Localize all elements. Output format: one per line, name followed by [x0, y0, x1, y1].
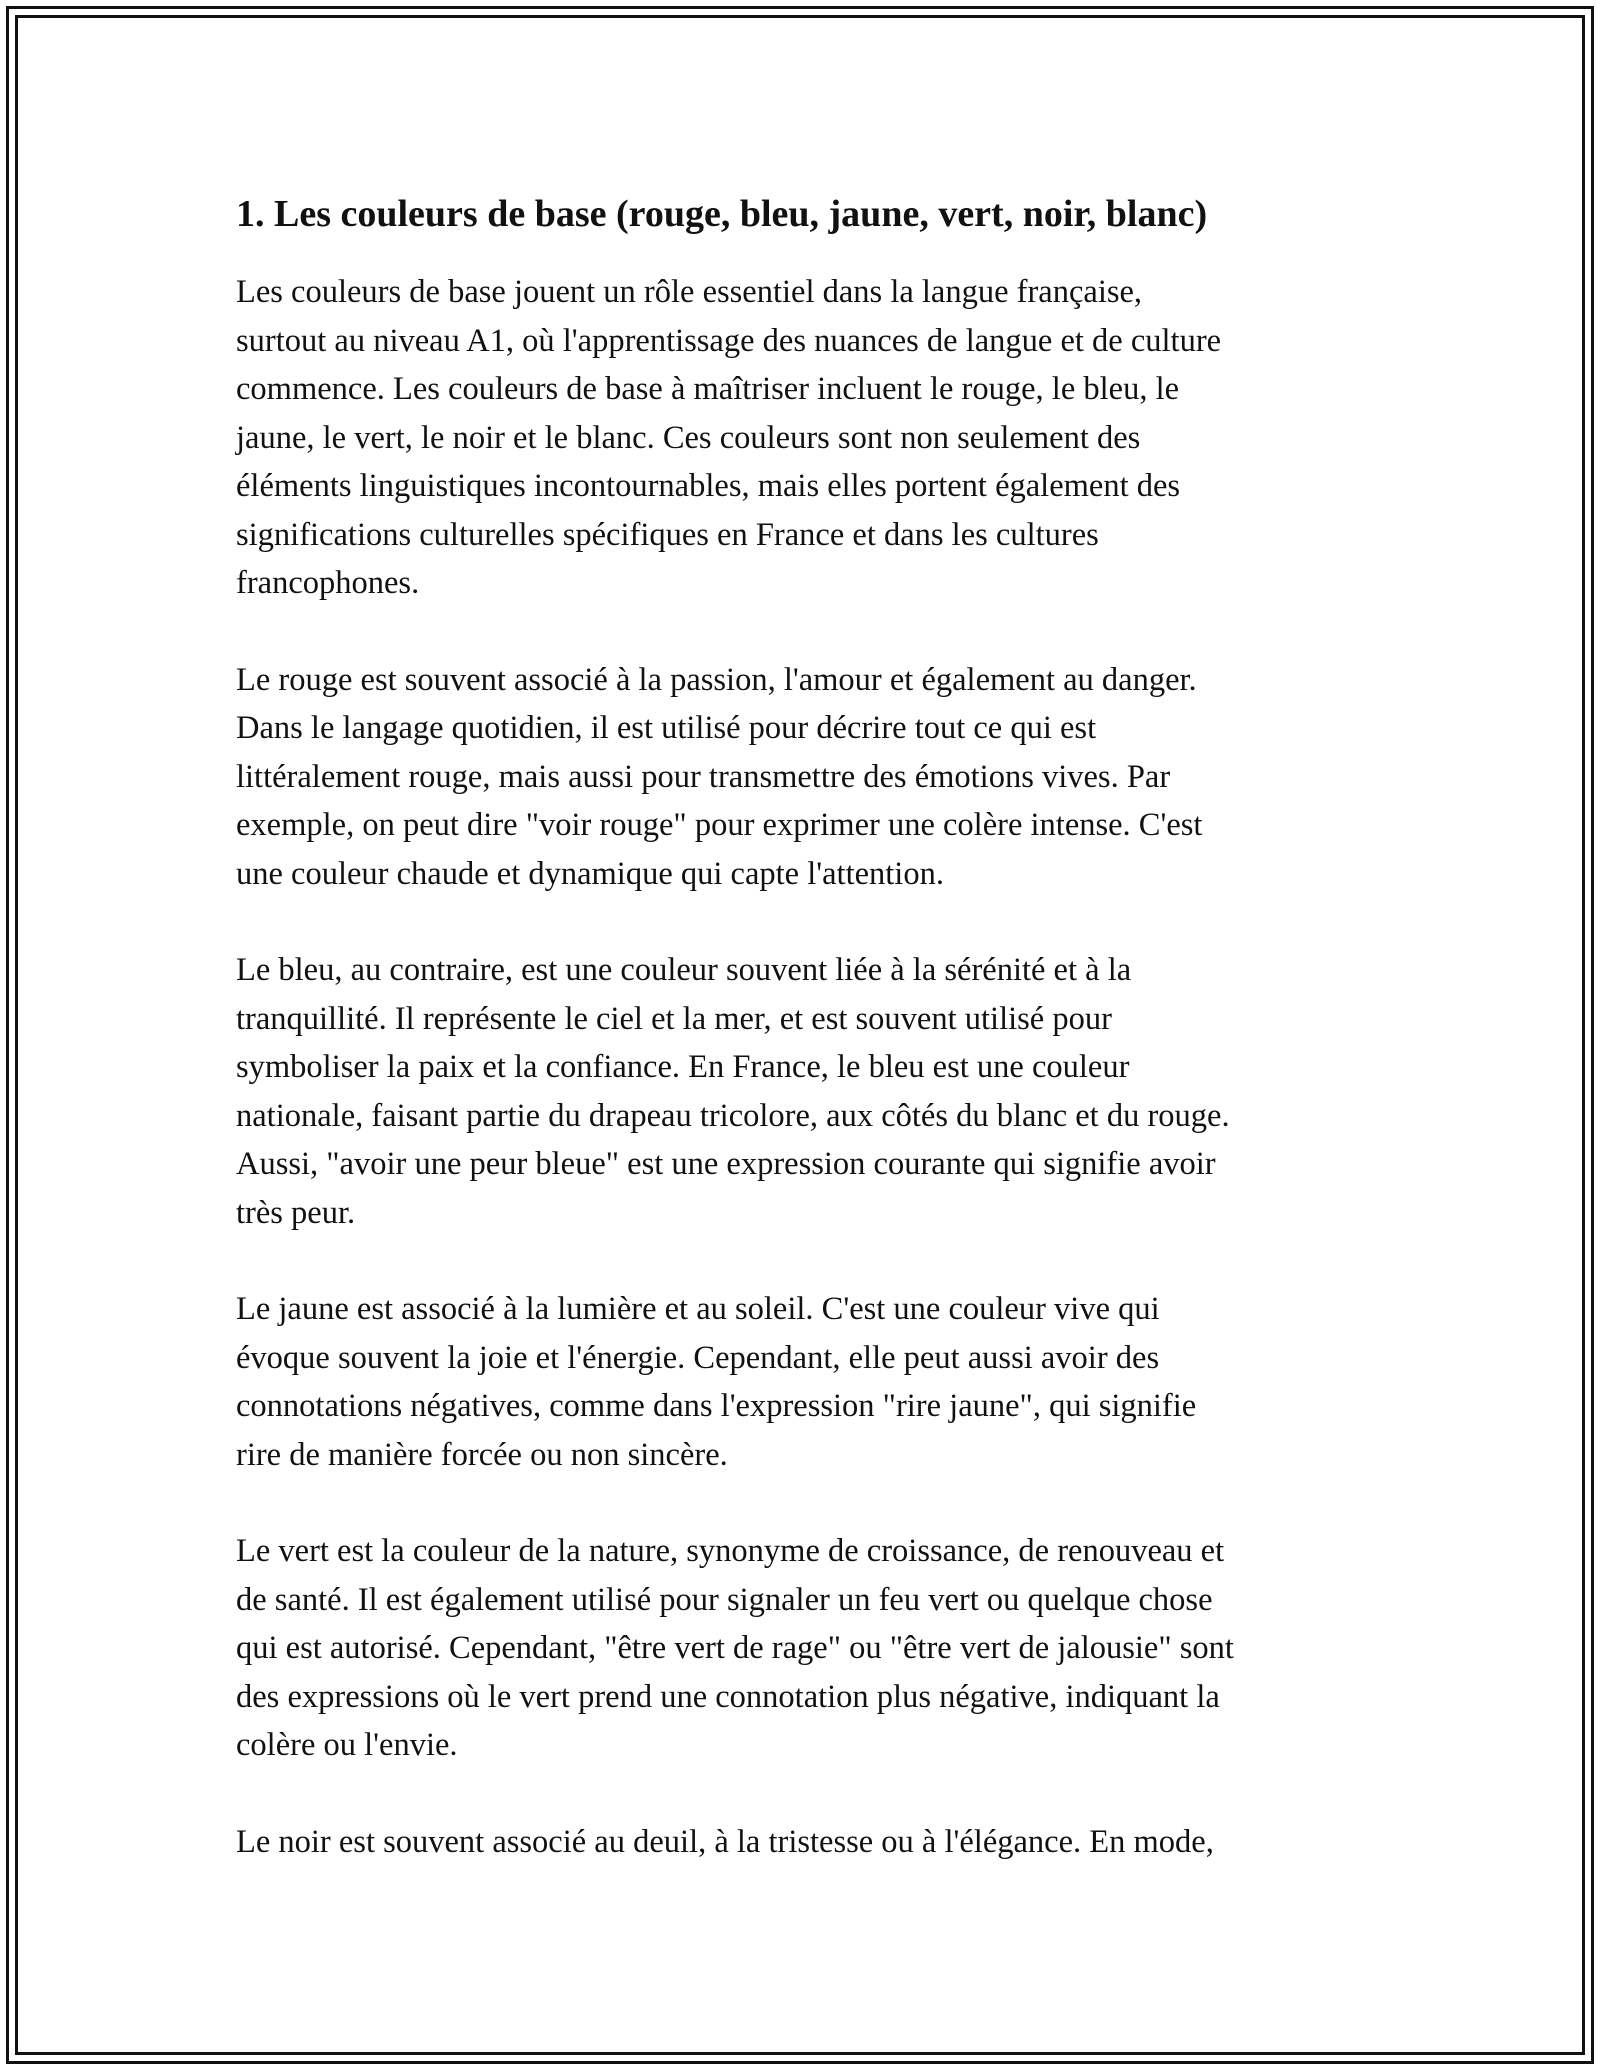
paragraph-jaune [236, 1285, 1376, 1479]
text-line: Le noir est souvent associé au deuil, à la tristesse ou à l'élégance. En mode, [236, 1823, 1214, 1860]
paragraph-bleu [236, 946, 1376, 1237]
text-line: très peur. [236, 1194, 356, 1231]
text-line: littéralement rouge, mais aussi pour transmettre des émotions vives. Par [236, 758, 1171, 795]
text-line: francophones. [236, 565, 420, 601]
paragraph-intro [236, 268, 1376, 608]
text-line: Le vert est la couleur de la nature, synonyme de croissance, de renouveau et [236, 1533, 1225, 1569]
text-line: Dans le langage quotidien, il est utilisé pour décrire tout ce qui est [236, 710, 1097, 746]
text-line: tranquillité. Il représente le ciel et la mer, et est souvent utilisé pour [236, 1000, 1112, 1037]
text-line: Aussi, "avoir une peur bleue" est une expression courante qui signifie avoir [236, 1146, 1216, 1182]
text-line: une couleur chaude et dynamique qui capte l'attention. [236, 855, 944, 892]
paragraph-vert [236, 1527, 1376, 1770]
section-heading: 1. Les couleurs de base (rouge, bleu, jaune, vert, noir, blanc) [236, 193, 1208, 235]
text-line: symboliser la paix et la confiance. En France, le bleu est une couleur [236, 1049, 1130, 1085]
text-line: des expressions où le vert prend une connotation plus négative, indiquant la [236, 1678, 1220, 1715]
text-line: nationale, faisant partie du drapeau tricolore, aux côtés du blanc et du rouge. [236, 1097, 1230, 1134]
paragraph-noir [236, 1818, 1376, 1867]
text-line: Le jaune est associé à la lumière et au soleil. C'est une couleur vive qui [236, 1291, 1160, 1327]
text-line: exemple, on peut dire "voir rouge" pour exprimer une colère intense. C'est [236, 807, 1203, 843]
document-body [236, 186, 1376, 1914]
text-line: colère ou l'envie. [236, 1727, 458, 1763]
text-line: significations culturelles spécifiques en France et dans les cultures [236, 516, 1099, 553]
text-line: qui est autorisé. Cependant, "être vert de rage" ou "être vert de jalousie" sont [236, 1630, 1234, 1666]
text-line: surtout au niveau A1, où l'apprentissage des nuances de langue et de culture [236, 322, 1222, 359]
text-line: de santé. Il est également utilisé pour signaler un feu vert ou quelque chose [236, 1581, 1213, 1618]
text-line: rire de manière forcée ou non sincère. [236, 1436, 728, 1473]
text-line: Le rouge est souvent associé à la passion, l'amour et également au danger. [236, 661, 1197, 698]
text-line: jaune, le vert, le noir et le blanc. Ces couleurs sont non seulement des [236, 419, 1141, 456]
text-line: connotations négatives, comme dans l'expression "rire jaune", qui signifie [236, 1388, 1197, 1424]
text-line: évoque souvent la joie et l'énergie. Cependant, elle peut aussi avoir des [236, 1339, 1160, 1376]
text-line: Les couleurs de base jouent un rôle essentiel dans la langue française, [236, 274, 1143, 310]
paragraph-rouge [236, 656, 1376, 899]
text-line: éléments linguistiques incontournables, mais elles portent également des [236, 468, 1181, 504]
text-line: commence. Les couleurs de base à maîtriser incluent le rouge, le bleu, le [236, 371, 1180, 407]
text-line: Le bleu, au contraire, est une couleur souvent liée à la sérénité et à la [236, 952, 1132, 988]
